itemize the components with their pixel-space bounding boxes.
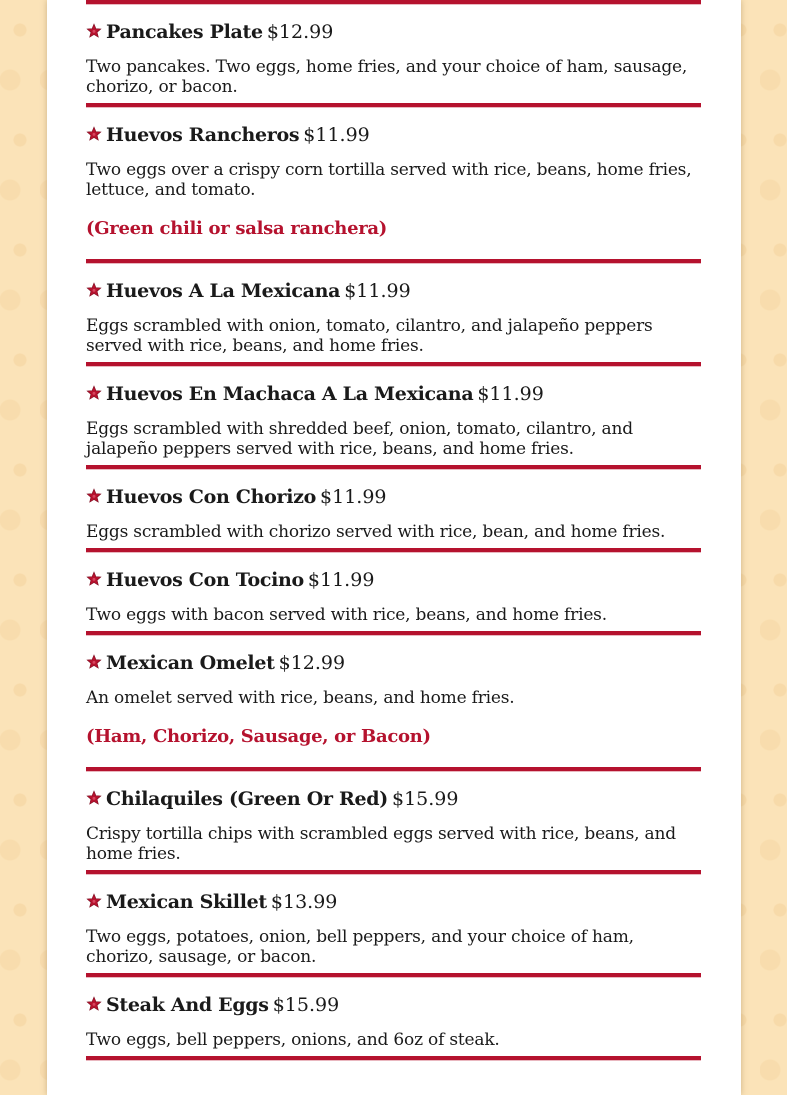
menu-item-name: Huevos A La Mexicana [106,280,341,302]
menu-item-price: $15.99 [391,788,459,810]
menu-item-description: Eggs scrambled with chorizo served with rice, bean, and home fries. [86,522,666,542]
star-icon [86,893,102,909]
menu-item [86,553,701,631]
menu-item-title-row [86,891,701,915]
menu-item-title-row [86,486,701,510]
divider [86,1056,701,1061]
menu-item-price: $11.99 [344,280,411,302]
menu-item-name: Huevos Con Tocino [106,569,304,591]
breakfast-menu [86,0,701,1061]
menu-item-description: Two eggs, potatoes, onion, bell peppers, and your choice of ham, chorizo, sausage, or bacon. [86,927,634,967]
menu-item-note: (Ham, Chorizo, Sausage, or Bacon) [86,726,431,747]
menu-item-title-row [86,569,701,593]
menu-item-name: Steak And Eggs [106,994,269,1016]
menu-item [86,5,701,103]
menu-item [86,875,701,973]
menu-item [86,772,701,870]
menu-item-title-row [86,788,701,812]
menu-item-description: Two eggs over a crispy corn tortilla served with rice, beans, home fries, lettuce, and tomato. [86,160,692,200]
star-icon [86,654,102,670]
menu-item-title-row [86,652,701,676]
menu-item [86,636,701,767]
menu-item-name: Mexican Omelet [106,652,275,674]
menu-item-title-row [86,124,701,148]
menu-item [86,108,701,259]
menu-item-description: Two eggs with bacon served with rice, beans, and home fries. [86,605,607,625]
star-icon [86,488,102,504]
menu-item-description: Two pancakes. Two eggs, home fries, and your choice of ham, sausage, chorizo, or bacon. [86,57,688,97]
menu-item-name: Mexican Skillet [106,891,267,913]
menu-item-name: Huevos Rancheros [106,124,300,146]
star-icon [86,23,102,39]
star-icon [86,790,102,806]
menu-item-description: Crispy tortilla chips with scrambled eggs served with rice, beans, and home fries. [86,824,676,864]
menu-item [86,470,701,548]
menu-item-name: Huevos Con Chorizo [106,486,317,508]
menu-item [86,978,701,1056]
menu-item-price: $11.99 [477,383,544,405]
menu-item-name: Chilaquiles (Green Or Red) [106,788,388,810]
menu-item-title-row [86,383,701,407]
menu-item-price: $13.99 [270,891,338,913]
menu-item-description: An omelet served with rice, beans, and home fries. [86,688,515,708]
menu-item-description: Eggs scrambled with shredded beef, onion, tomato, cilantro, and jalapeño peppers served with rice, beans, and home fries. [86,419,633,459]
menu-item-name: Huevos En Machaca A La Mexicana [106,383,474,405]
menu-item-price: $12.99 [266,21,334,43]
menu-item [86,367,701,465]
menu-item-title-row [86,21,701,45]
star-icon [86,126,102,142]
menu-item-title-row [86,994,701,1018]
star-icon [86,996,102,1012]
star-icon [86,571,102,587]
menu-item-price: $15.99 [272,994,340,1016]
star-icon [86,282,102,298]
menu-item [86,264,701,362]
menu-item-name: Pancakes Plate [106,21,263,43]
menu-item-price: $12.99 [278,652,346,674]
menu-item-price: $11.99 [320,486,387,508]
menu-item-description: Two eggs, bell peppers, onions, and 6oz of steak. [86,1030,500,1050]
menu-item-price: $11.99 [303,124,370,146]
menu-item-description: Eggs scrambled with onion, tomato, cilantro, and jalapeño peppers served with rice, beans, and home fries. [86,316,653,356]
menu-item-note: (Green chili or salsa ranchera) [86,218,388,239]
star-icon [86,385,102,401]
menu-item-price: $11.99 [307,569,375,591]
menu-item-title-row [86,280,701,304]
